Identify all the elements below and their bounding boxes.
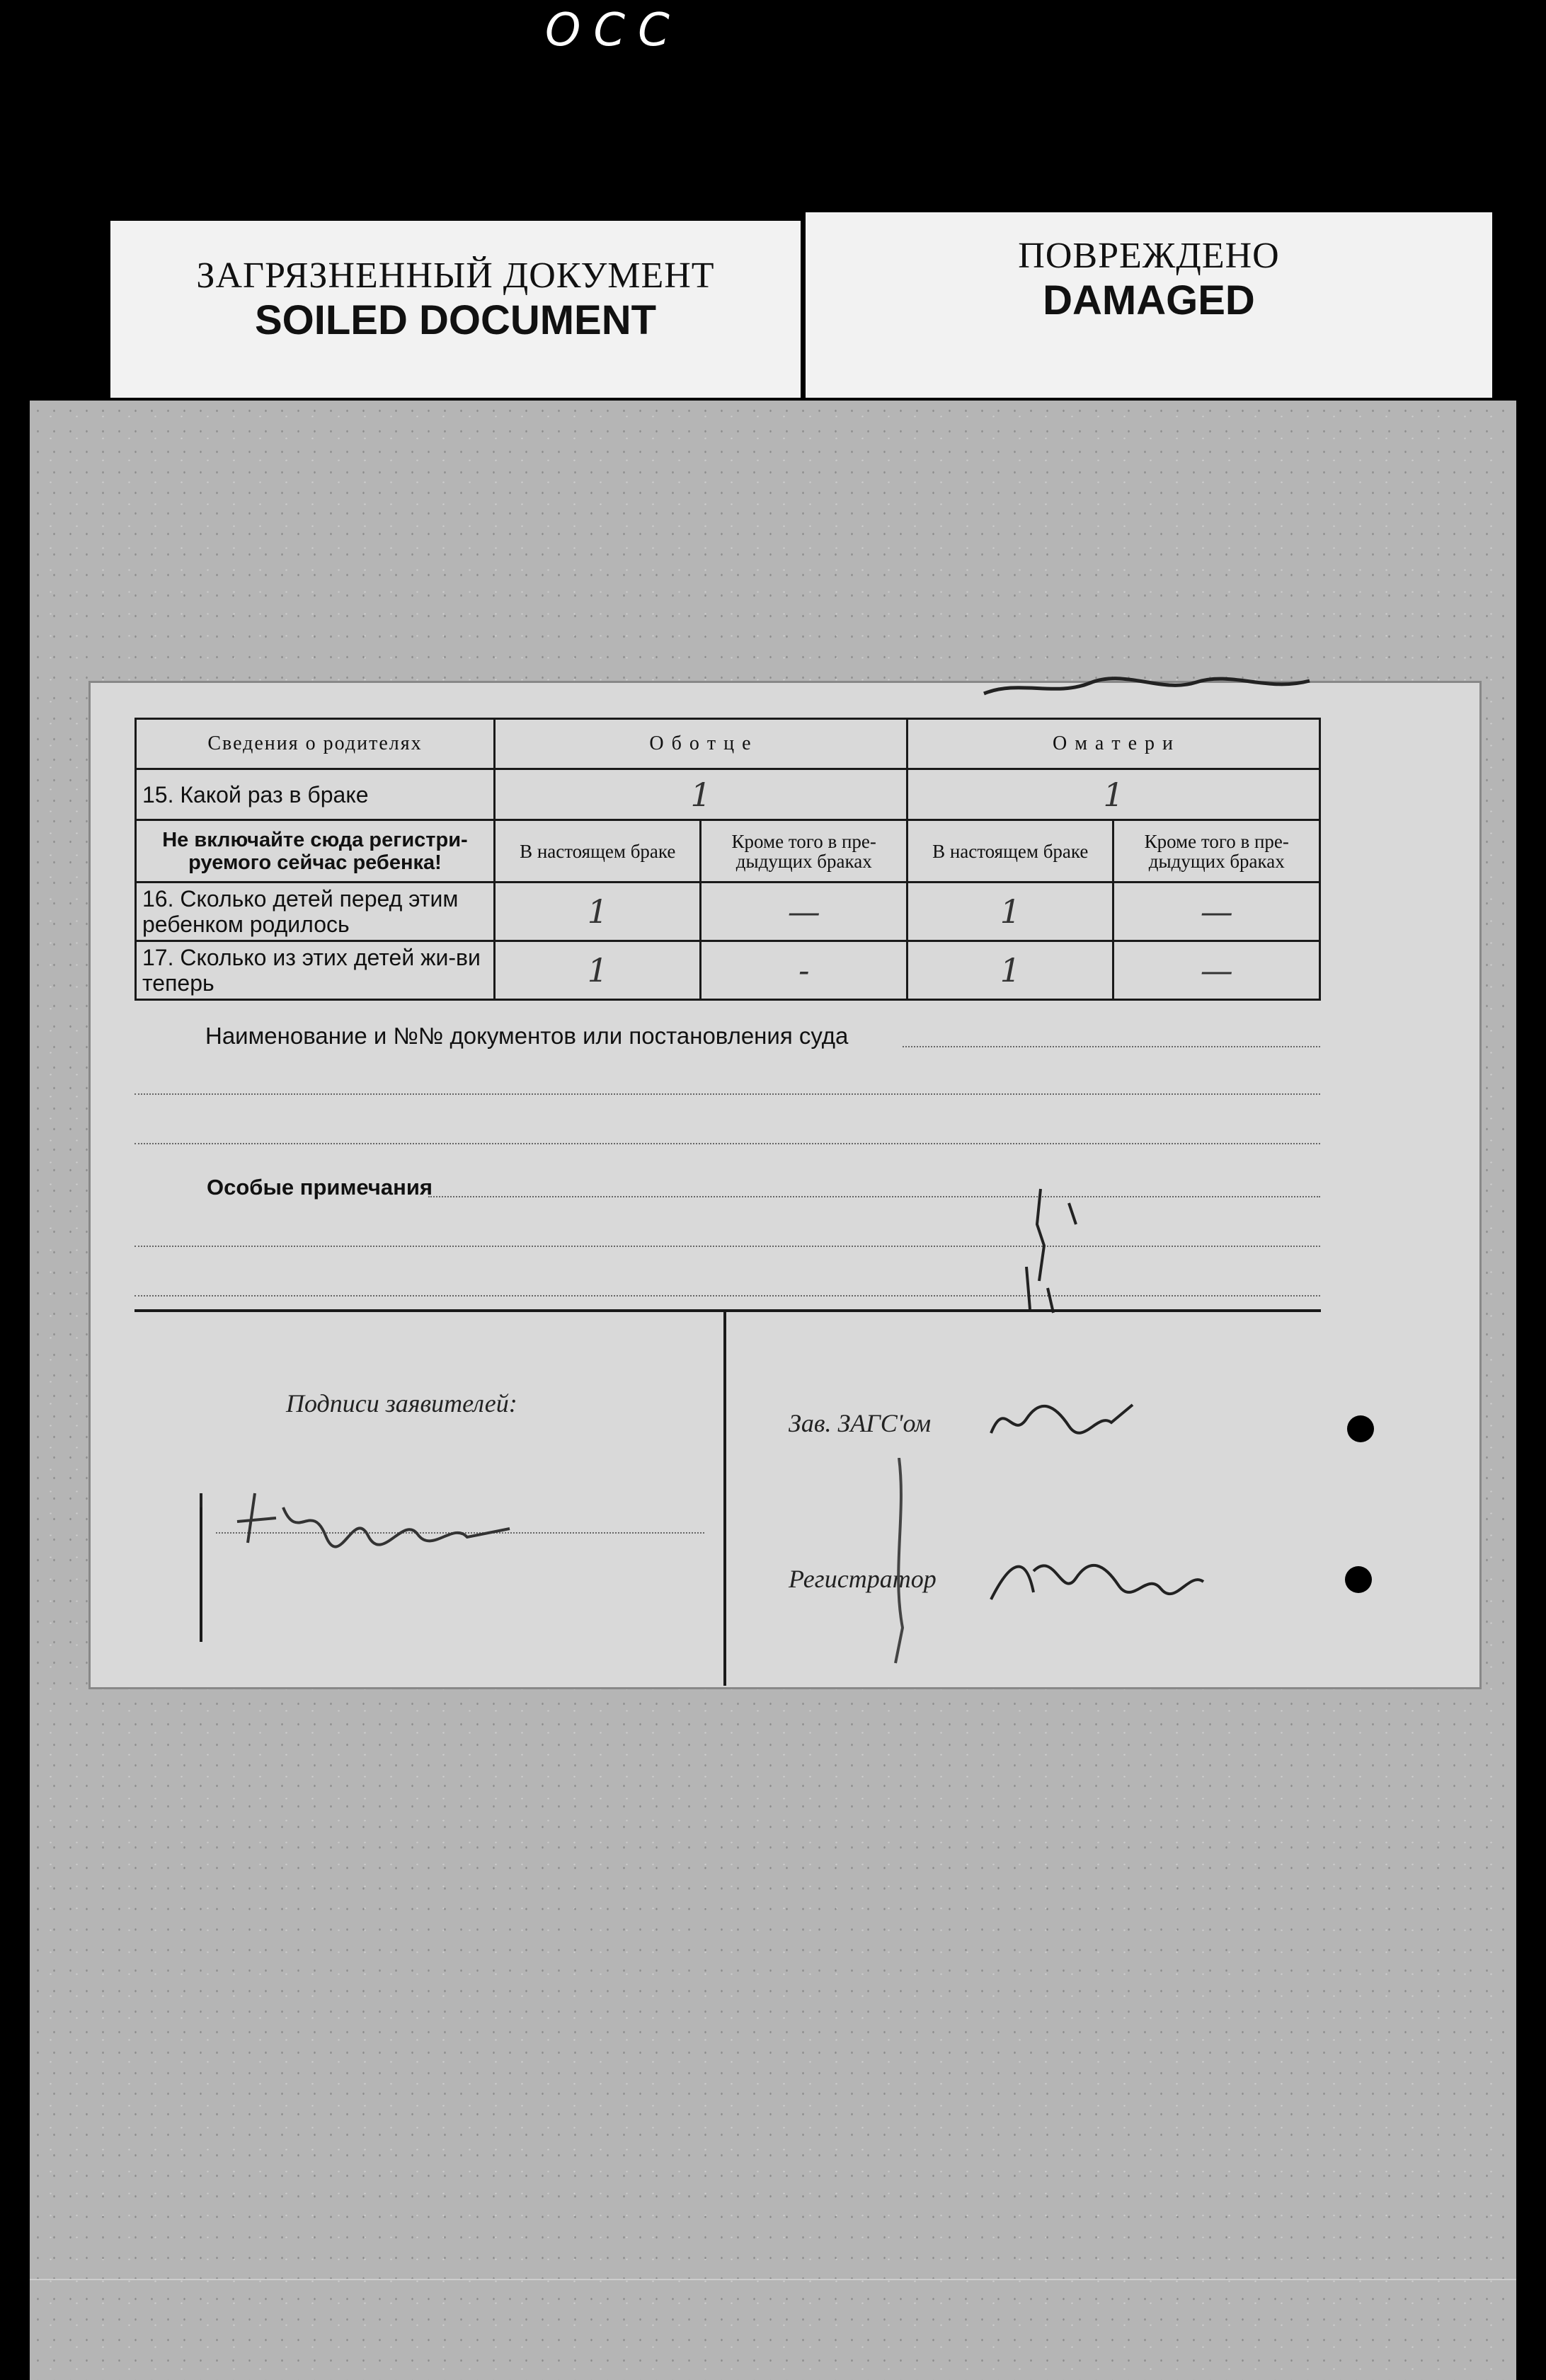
- row16-father-current: 1: [494, 883, 701, 941]
- signature-section-top-rule: [134, 1309, 1321, 1312]
- damaged-label-ru: ПОВРЕЖДЕНО: [1018, 236, 1280, 276]
- applicant-signature: [198, 1479, 538, 1564]
- row16-mother-current: 1: [907, 883, 1113, 941]
- table-row-16: [136, 883, 1320, 941]
- documents-label: Наименование и №№ документов или постановления суда: [205, 1023, 849, 1049]
- registrar-signature: [984, 1543, 1210, 1606]
- damaged-label: [806, 212, 1492, 398]
- handwritten-header-scribble: [977, 672, 1317, 701]
- registrar-label: Регистратор: [789, 1565, 937, 1593]
- row17-father-previous: -: [701, 941, 907, 1000]
- header-parents-info: Сведения о родителях: [136, 719, 495, 769]
- row17-father-current: 1: [494, 941, 701, 1000]
- registry-head-signature: [984, 1391, 1140, 1447]
- mother-previous-marriages-header: Кроме того в пре-дыдущих браках: [1113, 820, 1320, 883]
- punch-hole-2: [1345, 1566, 1372, 1593]
- soiled-label-en: SOILED DOCUMENT: [254, 297, 657, 343]
- soiled-label-ru: ЗАГРЯЗНЕННЫЙ ДОКУМЕНТ: [196, 255, 715, 296]
- applicants-signatures-label: Подписи заявителей:: [286, 1389, 517, 1418]
- father-current-marriage-header: В настоящем браке: [494, 820, 701, 883]
- table-row-17: [136, 941, 1320, 1000]
- registry-head-label: Зав. ЗАГС'ом: [789, 1409, 932, 1437]
- damaged-label-en: DAMAGED: [1043, 277, 1255, 323]
- vertical-pen-stroke: [885, 1458, 913, 1670]
- film-frame-mark: ОСС: [545, 4, 682, 57]
- documents-dotted-line-2: [134, 1093, 1320, 1095]
- table-header-row: [136, 719, 1320, 769]
- question-15: 15. Какой раз в браке: [136, 769, 495, 820]
- notes-dotted-line-2: [134, 1246, 1320, 1247]
- parents-info-table: [134, 718, 1321, 1001]
- punch-hole-1: [1347, 1415, 1374, 1442]
- mother-marriage-count: 1: [907, 769, 1319, 820]
- question-16: 16. Сколько детей перед этим ребенком родилось: [136, 883, 495, 941]
- row17-mother-current: 1: [907, 941, 1113, 1000]
- special-notes-label: Особые примечания: [207, 1175, 433, 1200]
- father-previous-marriages-header: Кроме того в пре-дыдущих браках: [701, 820, 907, 883]
- row16-mother-previous: —: [1113, 883, 1320, 941]
- exclude-note: Не включайте сюда регистри-руемого сейчас ребенка!: [136, 820, 495, 883]
- table-row-15: [136, 769, 1320, 820]
- documents-dotted-line-3: [134, 1143, 1320, 1144]
- father-marriage-count: 1: [494, 769, 907, 820]
- notes-scribble: [970, 1182, 1111, 1323]
- notes-dotted-line-1: [428, 1196, 1320, 1197]
- question-17: 17. Сколько из этих детей жи-ви теперь: [136, 941, 495, 1000]
- row16-father-previous: —: [701, 883, 907, 941]
- row17-mother-previous: —: [1113, 941, 1320, 1000]
- notes-dotted-line-3: [134, 1295, 1320, 1297]
- table-note-row: [136, 820, 1320, 883]
- soiled-document-label: [110, 221, 801, 398]
- mother-current-marriage-header: В настоящем браке: [907, 820, 1113, 883]
- header-father: О б о т ц е: [494, 719, 907, 769]
- left-margin-mark: [200, 1507, 202, 1642]
- signature-section-divider: [723, 1311, 726, 1686]
- documents-dotted-line-1: [903, 1046, 1320, 1047]
- header-mother: О м а т е р и: [907, 719, 1319, 769]
- folder-edge-line: [30, 2279, 1516, 2280]
